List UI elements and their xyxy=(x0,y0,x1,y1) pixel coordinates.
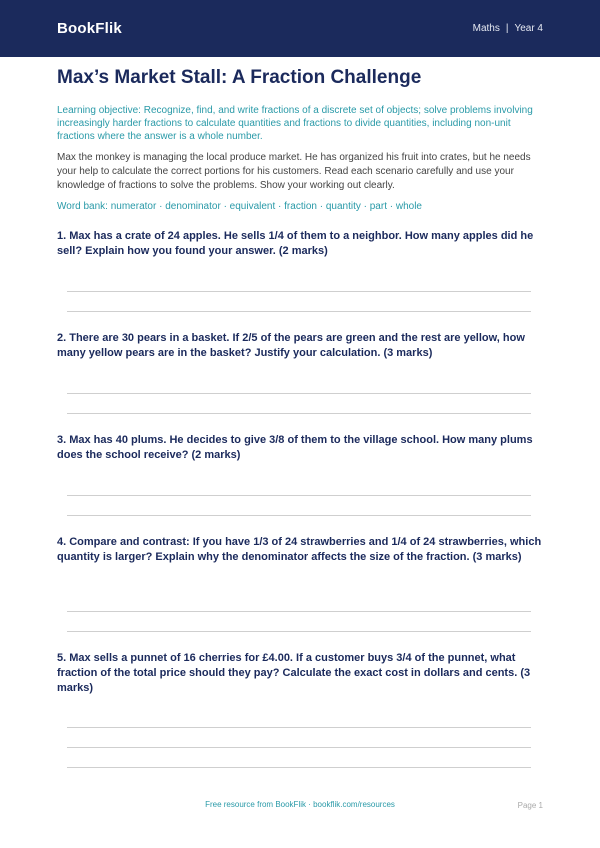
learning-objective: Learning objective: Recognize, find, and write fractions of a discrete set of objects; solve problems involving increasingly harder fractions to calculate quantities and fractions to divide quantities, including non-unit fractions where the answer is a whole number. xyxy=(57,105,533,142)
answer-line[interactable] xyxy=(67,291,531,292)
answer-line[interactable] xyxy=(67,727,531,728)
header-bar xyxy=(0,0,600,57)
answer-line[interactable] xyxy=(67,631,531,632)
answer-line[interactable] xyxy=(67,515,531,516)
answer-line[interactable] xyxy=(67,747,531,748)
answer-line[interactable] xyxy=(67,311,531,312)
answer-line[interactable] xyxy=(67,495,531,496)
answer-line[interactable] xyxy=(67,611,531,612)
question-5 xyxy=(57,651,543,696)
question-text: 4. Compare and contrast: If you have 1/3 of 24 strawberries and 1/4 of 24 strawberries, which quantity is larger? Explain why the denominator affects the size of the fraction. (3 marks) xyxy=(57,536,542,563)
word-bank: Word bank: numerator · denominator · equivalent · fraction · quantity · part · whole xyxy=(57,201,422,212)
header-meta xyxy=(473,23,543,34)
answer-line[interactable] xyxy=(67,767,531,768)
question-2 xyxy=(57,331,543,361)
question-text: 2. There are 30 pears in a basket. If 2/5 of the pears are green and the rest are yellow, how many yellow pears are in the basket? Justify your calculation. (3 marks) xyxy=(57,332,525,359)
question-text: 1. Max has a crate of 24 apples. He sells 1/4 of them to a neighbor. How many apples did he sell? Explain how you found your answer. (2 marks) xyxy=(57,230,534,257)
question-3 xyxy=(57,433,543,463)
meta-separator: | xyxy=(505,23,509,34)
page-title: Max’s Market Stall: A Fraction Challenge xyxy=(57,67,422,88)
question-4 xyxy=(57,535,543,565)
intro-paragraph: Max the monkey is managing the local produce market. He has organized his fruit into crates, but he needs your help to calculate the correct portions for his customers. Read each scenario carefully and use your knowledge of fractions to solve the problems. Show your working out clearly. xyxy=(57,152,531,191)
question-text: 5. Max sells a punnet of 16 cherries for £4.00. If a customer buys 3/4 of the punnet, what fraction of the total price should they pay? Calculate the exact cost in dollars and cents. (3 marks) xyxy=(57,652,531,694)
subject-label: Maths xyxy=(472,23,500,34)
answer-line[interactable] xyxy=(67,413,531,414)
worksheet-content xyxy=(0,67,600,212)
question-text: 3. Max has 40 plums. He decides to give 3/8 of them to the village school. How many plums does the school receive? (2 marks) xyxy=(57,434,533,461)
footer-text: Free resource from BookFlik · bookflik.com/resources xyxy=(205,800,395,809)
question-1 xyxy=(57,229,543,259)
brand-logo: BookFlik xyxy=(57,20,122,37)
page-number: Page 1 xyxy=(517,801,543,810)
year-label: Year 4 xyxy=(514,23,543,34)
answer-line[interactable] xyxy=(67,393,531,394)
